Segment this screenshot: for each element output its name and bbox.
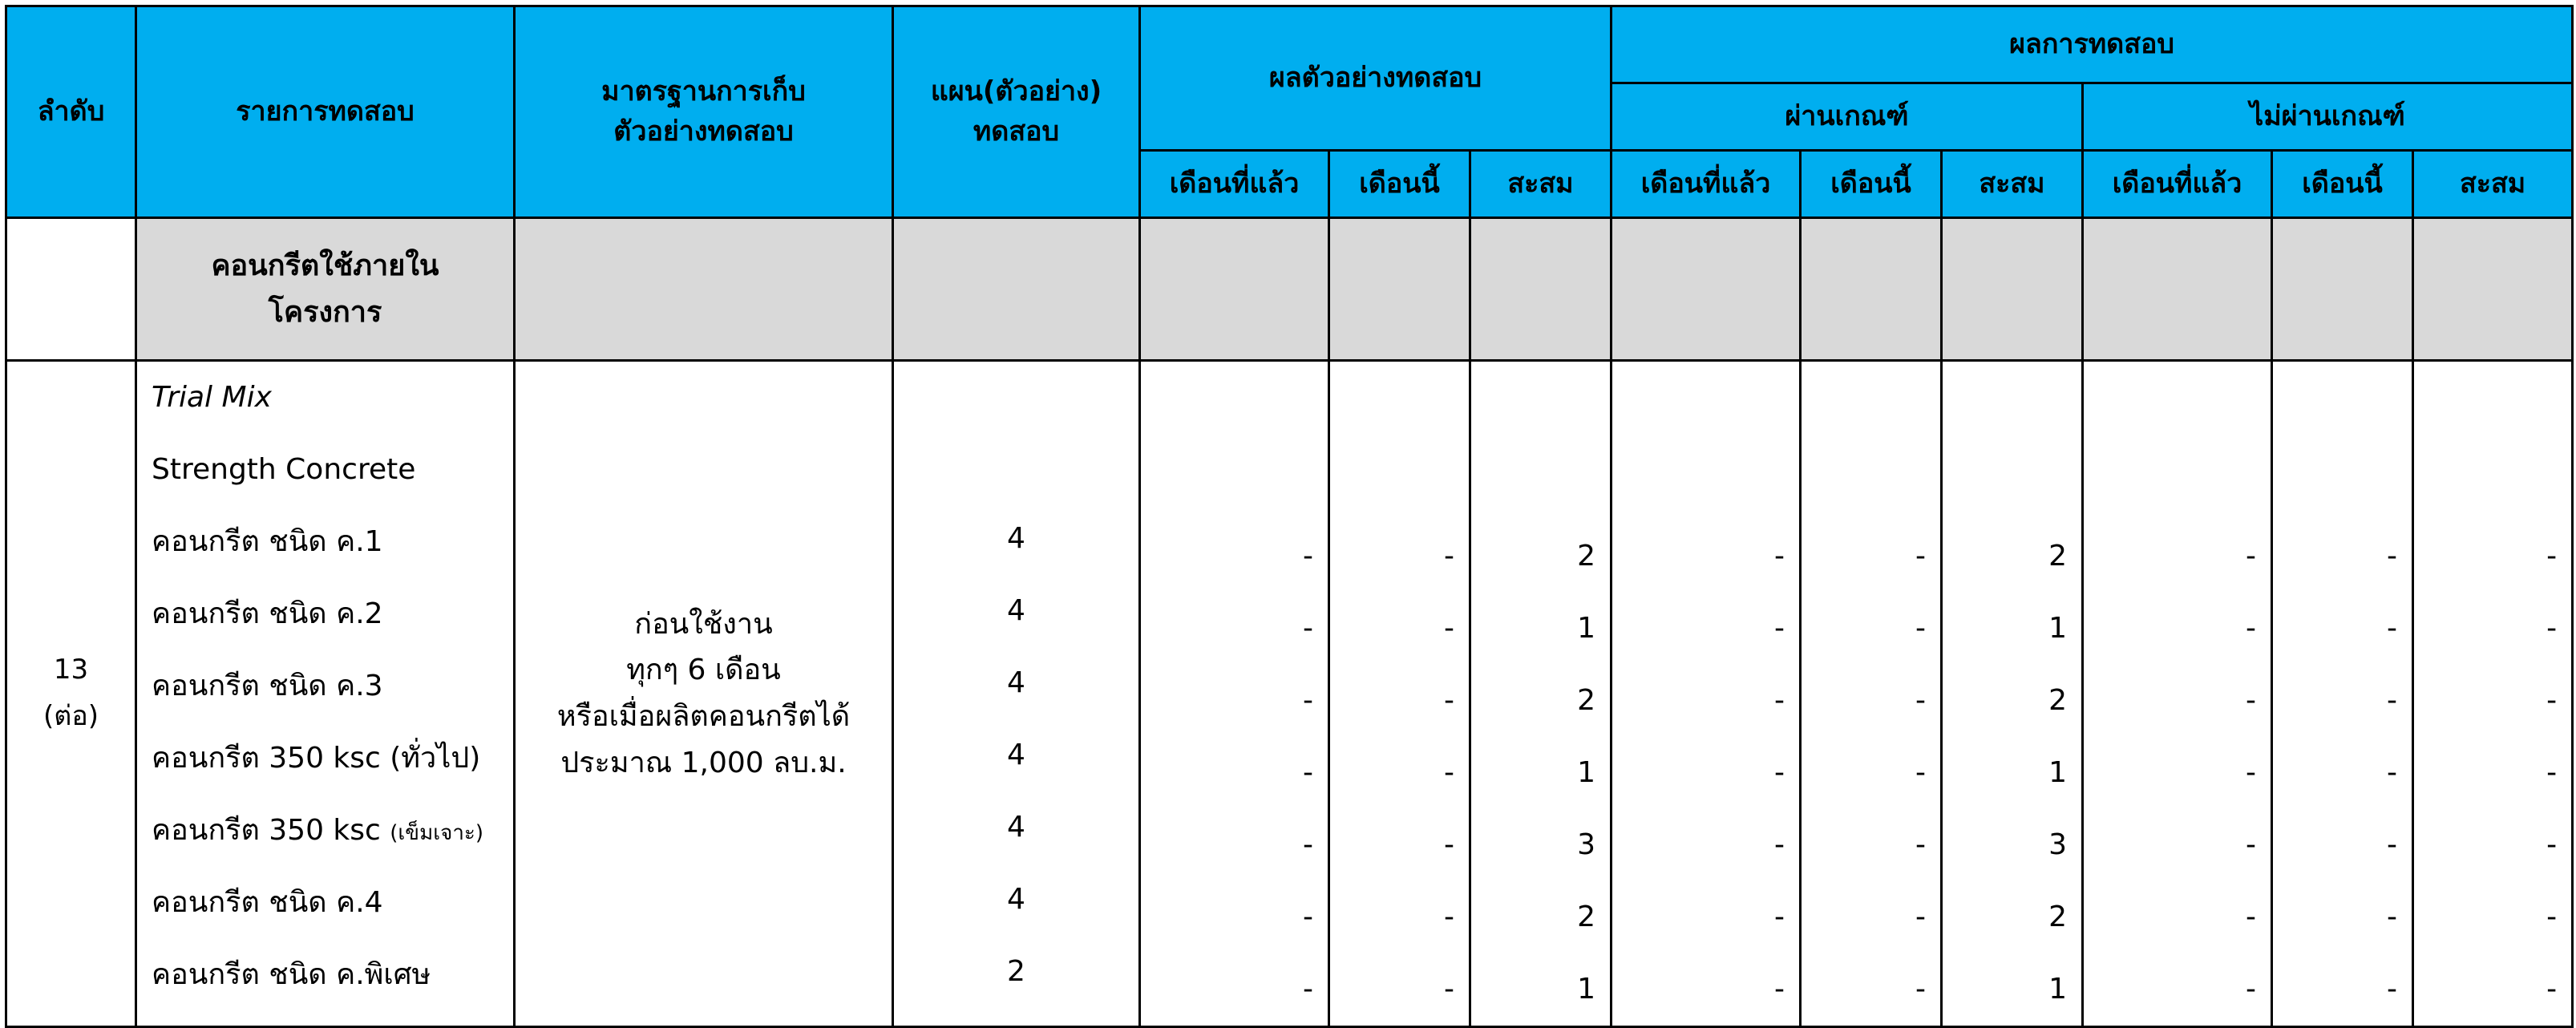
value: 2 <box>1577 684 1595 717</box>
item-name: คอนกรีต 350 ksc (ทั่วไป) <box>152 742 481 775</box>
pass-prev-cell <box>1612 361 1801 1027</box>
value: - <box>2246 684 2256 717</box>
value: - <box>1444 828 1454 861</box>
category-empty-cell <box>1801 218 1942 361</box>
value: - <box>2546 828 2558 861</box>
plan-value: 4 <box>1007 739 1025 771</box>
list-item <box>137 867 513 939</box>
strength-label: Strength Concrete <box>152 453 416 486</box>
value: - <box>1915 684 1926 717</box>
category-empty-cell <box>515 218 893 361</box>
value: 1 <box>2048 612 2067 645</box>
value: - <box>1444 684 1454 717</box>
value: - <box>1303 901 1313 933</box>
category-seq-cell <box>6 218 136 361</box>
plan-value: 4 <box>1007 594 1025 627</box>
value: 1 <box>2048 756 2067 789</box>
value: - <box>2546 684 2558 717</box>
value: - <box>1915 828 1926 861</box>
value: 1 <box>1577 973 1595 1006</box>
subheader-samples-month: เดือนนี้ <box>1329 151 1470 218</box>
value: - <box>2387 756 2397 789</box>
fail-month-cell <box>2272 361 2413 1027</box>
value: - <box>2546 756 2558 789</box>
item-name: คอนกรีต ชนิด ค.3 <box>152 670 383 702</box>
value: - <box>2546 973 2558 1006</box>
value: 1 <box>1577 612 1595 645</box>
value: - <box>1774 540 1785 573</box>
category-empty-cell <box>2272 218 2413 361</box>
value: 3 <box>1577 828 1595 861</box>
value: - <box>2387 684 2397 717</box>
subheader-pass-month: เดือนนี้ <box>1801 151 1942 218</box>
item-note: (เข็มเจาะ) <box>390 821 484 845</box>
subheader-samples-cum: สะสม <box>1470 151 1612 218</box>
value: - <box>2387 612 2397 645</box>
fail-cum-cell <box>2413 361 2573 1027</box>
samples-cum-cell <box>1470 361 1612 1027</box>
value: - <box>1915 540 1926 573</box>
value: - <box>1774 684 1785 717</box>
list-item <box>137 650 513 722</box>
value: - <box>1303 973 1313 1006</box>
list-item <box>137 795 513 867</box>
subheader-pass-prev: เดือนที่แล้ว <box>1612 151 1801 218</box>
subheader-fail-prev: เดือนที่แล้ว <box>2083 151 2272 218</box>
category-line2: โครงการ <box>268 295 382 329</box>
value: - <box>1774 828 1785 861</box>
plan-value: 4 <box>1007 666 1025 699</box>
value: - <box>1444 540 1454 573</box>
header-seq: ลำดับ <box>6 6 136 218</box>
value: - <box>1444 612 1454 645</box>
category-empty-cell <box>1612 218 1801 361</box>
value: - <box>1444 973 1454 1006</box>
value: - <box>1915 756 1926 789</box>
value: - <box>1774 756 1785 789</box>
value: - <box>2246 612 2256 645</box>
category-row <box>6 218 2573 361</box>
value: - <box>1774 612 1785 645</box>
header-plan-line2: ทดสอบ <box>973 115 1060 148</box>
header-results: ผลการทดสอบ <box>1612 6 2573 83</box>
seq-continued: (ต่อ) <box>42 700 99 732</box>
value: - <box>1303 684 1313 717</box>
standard-line: ประมาณ 1,000 ลบ.ม. <box>560 746 847 779</box>
value: - <box>1774 973 1785 1006</box>
category-cell <box>136 218 515 361</box>
samples-month-cell <box>1329 361 1470 1027</box>
test-results-table <box>5 5 2574 1028</box>
item-name: คอนกรีต ชนิด ค.4 <box>152 886 383 919</box>
value: - <box>2246 901 2256 933</box>
value: 2 <box>2048 901 2067 933</box>
value: 2 <box>2048 540 2067 573</box>
category-empty-cell <box>893 218 1140 361</box>
seq-number: 13 <box>53 654 89 686</box>
header-item: รายการทดสอบ <box>136 6 515 218</box>
value: 3 <box>2048 828 2067 861</box>
subheader-fail-month: เดือนนี้ <box>2272 151 2413 218</box>
item-name: คอนกรีต ชนิด ค.1 <box>152 525 383 558</box>
subheader-pass-cum: สะสม <box>1942 151 2083 218</box>
category-empty-cell <box>2083 218 2272 361</box>
header-plan <box>893 6 1140 218</box>
plan-value: 4 <box>1007 811 1025 844</box>
value: - <box>1915 901 1926 933</box>
category-empty-cell <box>1329 218 1470 361</box>
value: - <box>2246 756 2256 789</box>
standard-cell <box>515 361 893 1027</box>
pass-cum-cell <box>1942 361 2083 1027</box>
list-item <box>137 939 513 1011</box>
header-plan-line1: แผน(ตัวอย่าง) <box>930 75 1102 108</box>
value: - <box>2246 973 2256 1006</box>
list-item <box>137 722 513 795</box>
value: - <box>1303 756 1313 789</box>
value: - <box>1303 612 1313 645</box>
fail-prev-cell <box>2083 361 2272 1027</box>
standard-line: ก่อนใช้งาน <box>634 607 773 641</box>
category-empty-cell <box>1140 218 1329 361</box>
value: 1 <box>1577 756 1595 789</box>
value: 2 <box>2048 684 2067 717</box>
plan-value: 4 <box>1007 883 1025 916</box>
value: - <box>2246 540 2256 573</box>
category-empty-cell <box>2413 218 2573 361</box>
table-row <box>6 361 2573 1027</box>
value: - <box>1444 756 1454 789</box>
seq-cell <box>6 361 136 1027</box>
value: - <box>1915 973 1926 1006</box>
list-item <box>137 578 513 650</box>
plan-cell <box>893 361 1140 1027</box>
value: - <box>2387 540 2397 573</box>
samples-prev-cell <box>1140 361 1329 1027</box>
plan-value: 2 <box>1007 955 1025 988</box>
value: - <box>2546 540 2558 573</box>
value: - <box>2387 828 2397 861</box>
value: - <box>2387 901 2397 933</box>
value: - <box>1303 828 1313 861</box>
value: - <box>2546 901 2558 933</box>
item-name: คอนกรีต 350 ksc <box>152 814 390 847</box>
subheader-samples-prev: เดือนที่แล้ว <box>1140 151 1329 218</box>
header-pass: ผ่านเกณฑ์ <box>1612 83 2083 151</box>
value: - <box>2387 973 2397 1006</box>
header-fail: ไม่ผ่านเกณฑ์ <box>2083 83 2573 151</box>
standard-line: หรือเมื่อผลิตคอนกรีตได้ <box>556 700 851 733</box>
trial-mix-label: Trial Mix <box>152 381 272 414</box>
standard-line: ทุกๆ 6 เดือน <box>626 654 781 687</box>
value: 1 <box>2048 973 2067 1006</box>
subheader-fail-cum: สะสม <box>2413 151 2573 218</box>
list-item <box>137 506 513 578</box>
value: - <box>2246 828 2256 861</box>
value: - <box>1444 901 1454 933</box>
header-standard <box>515 6 893 218</box>
item-name: คอนกรีต ชนิด ค.2 <box>152 597 383 630</box>
value: - <box>1915 612 1926 645</box>
item-name: คอนกรีต ชนิด ค.พิเศษ <box>152 958 431 991</box>
header-samples: ผลตัวอย่างทดสอบ <box>1140 6 1612 151</box>
header-standard-line2: ตัวอย่างทดสอบ <box>613 115 794 148</box>
value: 2 <box>1577 540 1595 573</box>
items-cell <box>136 361 515 1027</box>
value: - <box>1774 901 1785 933</box>
pass-month-cell <box>1801 361 1942 1027</box>
value: - <box>1303 540 1313 573</box>
category-empty-cell <box>1942 218 2083 361</box>
category-empty-cell <box>1470 218 1612 361</box>
header-standard-line1: มาตรฐานการเก็บ <box>601 75 806 108</box>
value: - <box>2546 612 2558 645</box>
category-line1: คอนกรีตใช้ภายใน <box>211 249 439 282</box>
plan-value: 4 <box>1007 522 1025 555</box>
value: 2 <box>1577 901 1595 933</box>
